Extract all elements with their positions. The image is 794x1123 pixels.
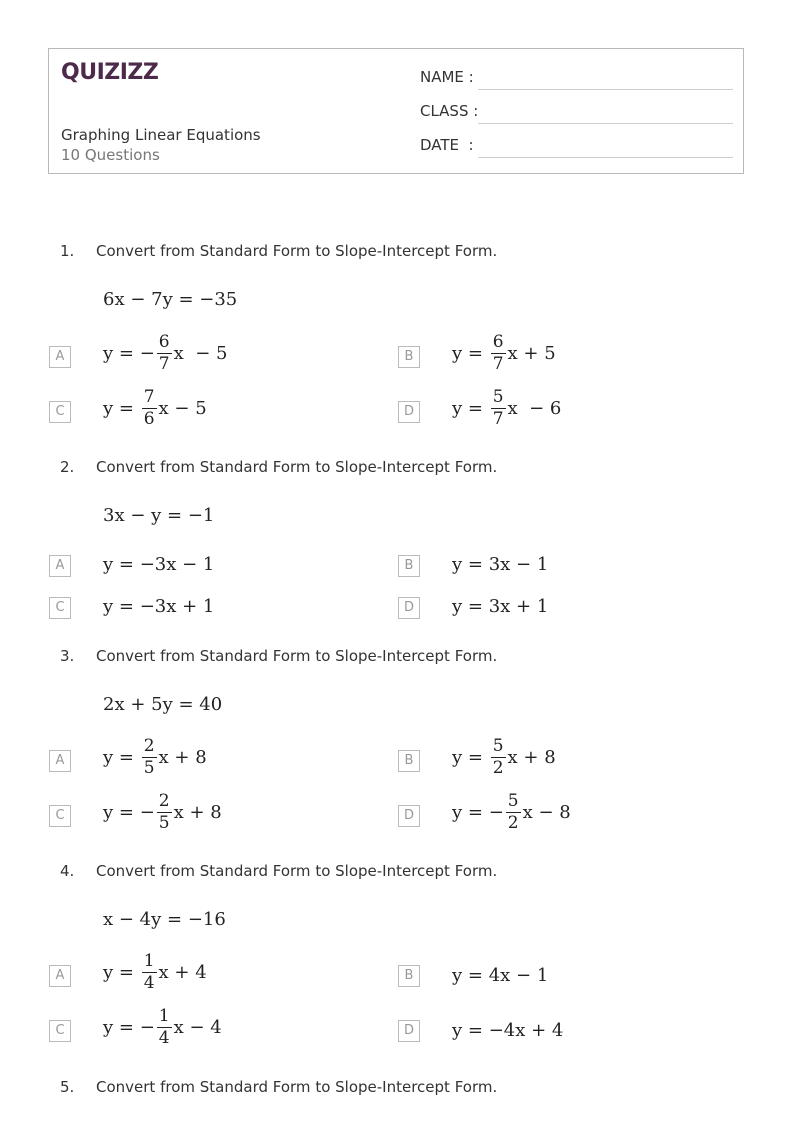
option-prefix: y = — [452, 747, 489, 768]
option-a-answer: y = −3x − 1 — [103, 554, 215, 575]
fraction — [491, 389, 506, 428]
option-suffix: x − 5 — [158, 398, 207, 419]
question-number: 4. — [60, 862, 75, 880]
numerator: 5 — [492, 387, 504, 407]
option-b-box[interactable]: B — [398, 346, 420, 368]
name-line[interactable] — [478, 89, 733, 90]
question-equation: 2x + 5y = 40 — [103, 694, 223, 715]
option-c-box[interactable]: C — [49, 597, 71, 619]
option-prefix: y = − — [452, 802, 504, 823]
question-equation: 6x − 7y = −35 — [103, 289, 238, 310]
option-prefix: y = — [103, 962, 140, 983]
option-d-box[interactable]: D — [398, 1020, 420, 1042]
denominator: 5 — [158, 813, 170, 833]
option-suffix: x − 4 — [173, 1017, 222, 1038]
fraction — [142, 953, 157, 992]
option-b-box[interactable]: B — [398, 555, 420, 577]
numerator: 6 — [158, 332, 170, 352]
question-text: Convert from Standard Form to Slope-Intercept Form. — [96, 458, 498, 476]
numerator: 5 — [492, 736, 504, 756]
option-c-answer — [103, 793, 222, 832]
denominator: 4 — [143, 973, 155, 993]
option-a-answer — [103, 953, 207, 992]
option-d-answer — [452, 389, 561, 428]
option-b-box[interactable]: B — [398, 750, 420, 772]
question-number: 2. — [60, 458, 75, 476]
option-b-answer — [452, 738, 556, 777]
denominator: 4 — [158, 1028, 170, 1048]
option-b-answer: y = 3x − 1 — [452, 554, 549, 575]
numerator: 6 — [492, 332, 504, 352]
question-count: 10 Questions — [61, 146, 160, 164]
option-b-answer — [452, 334, 556, 373]
option-prefix: y = − — [103, 1017, 155, 1038]
fraction — [491, 334, 506, 373]
option-c-box[interactable]: C — [49, 805, 71, 827]
fraction — [142, 389, 157, 428]
numerator: 1 — [143, 951, 155, 971]
option-suffix: x + 8 — [507, 747, 556, 768]
name-label: NAME : — [420, 68, 474, 86]
numerator: 7 — [143, 387, 155, 407]
question-equation: 3x − y = −1 — [103, 505, 215, 526]
question-text: Convert from Standard Form to Slope-Intercept Form. — [96, 862, 498, 880]
date-line[interactable] — [478, 157, 733, 158]
class-label: CLASS : — [420, 102, 479, 120]
option-d-box[interactable]: D — [398, 401, 420, 423]
option-prefix: y = — [452, 398, 489, 419]
question-number: 3. — [60, 647, 75, 665]
option-c-answer — [103, 1008, 222, 1047]
option-d-box[interactable]: D — [398, 597, 420, 619]
numerator: 2 — [143, 736, 155, 756]
option-a-box[interactable]: A — [49, 750, 71, 772]
fraction — [157, 1008, 172, 1047]
denominator: 2 — [492, 758, 504, 778]
option-d-box[interactable]: D — [398, 805, 420, 827]
fraction — [157, 793, 172, 832]
denominator: 7 — [492, 354, 504, 374]
fraction — [142, 738, 157, 777]
option-a-box[interactable]: A — [49, 346, 71, 368]
option-c-box[interactable]: C — [49, 1020, 71, 1042]
option-d-answer: y = 3x + 1 — [452, 596, 549, 617]
option-prefix: y = — [103, 398, 140, 419]
denominator: 7 — [158, 354, 170, 374]
date-label: DATE : — [420, 136, 474, 154]
option-prefix: y = — [103, 747, 140, 768]
question-number: 5. — [60, 1078, 75, 1096]
option-d-answer: y = −4x + 4 — [452, 1020, 564, 1041]
option-prefix: y = — [452, 343, 489, 364]
option-c-answer — [103, 389, 207, 428]
option-b-answer: y = 4x − 1 — [452, 965, 549, 986]
question-text: Convert from Standard Form to Slope-Intercept Form. — [96, 1078, 498, 1096]
question-text: Convert from Standard Form to Slope-Intercept Form. — [96, 242, 498, 260]
quizizz-logo: QUIZIZZ — [61, 60, 159, 85]
numerator: 1 — [158, 1006, 170, 1026]
question-equation: x − 4y = −16 — [103, 909, 226, 930]
option-a-answer — [103, 738, 207, 777]
option-suffix: x − 5 — [173, 343, 228, 364]
fraction — [491, 738, 506, 777]
option-suffix: x + 8 — [173, 802, 222, 823]
denominator: 2 — [507, 813, 519, 833]
question-number: 1. — [60, 242, 75, 260]
question-text: Convert from Standard Form to Slope-Intercept Form. — [96, 647, 498, 665]
denominator: 6 — [143, 409, 155, 429]
worksheet-title: Graphing Linear Equations — [61, 126, 261, 144]
option-suffix: x − 8 — [522, 802, 571, 823]
numerator: 2 — [158, 791, 170, 811]
option-prefix: y = − — [103, 343, 155, 364]
option-suffix: x + 8 — [158, 747, 207, 768]
option-suffix: x + 4 — [158, 962, 207, 983]
option-prefix: y = − — [103, 802, 155, 823]
denominator: 7 — [492, 409, 504, 429]
numerator: 5 — [507, 791, 519, 811]
class-line[interactable] — [478, 123, 733, 124]
option-b-box[interactable]: B — [398, 965, 420, 987]
option-a-answer — [103, 334, 227, 373]
option-d-answer — [452, 793, 571, 832]
option-c-box[interactable]: C — [49, 401, 71, 423]
fraction — [506, 793, 521, 832]
option-a-box[interactable]: A — [49, 555, 71, 577]
option-suffix: x − 6 — [507, 398, 562, 419]
option-c-answer: y = −3x + 1 — [103, 596, 215, 617]
option-a-box[interactable]: A — [49, 965, 71, 987]
denominator: 5 — [143, 758, 155, 778]
fraction — [157, 334, 172, 373]
option-suffix: x + 5 — [507, 343, 556, 364]
